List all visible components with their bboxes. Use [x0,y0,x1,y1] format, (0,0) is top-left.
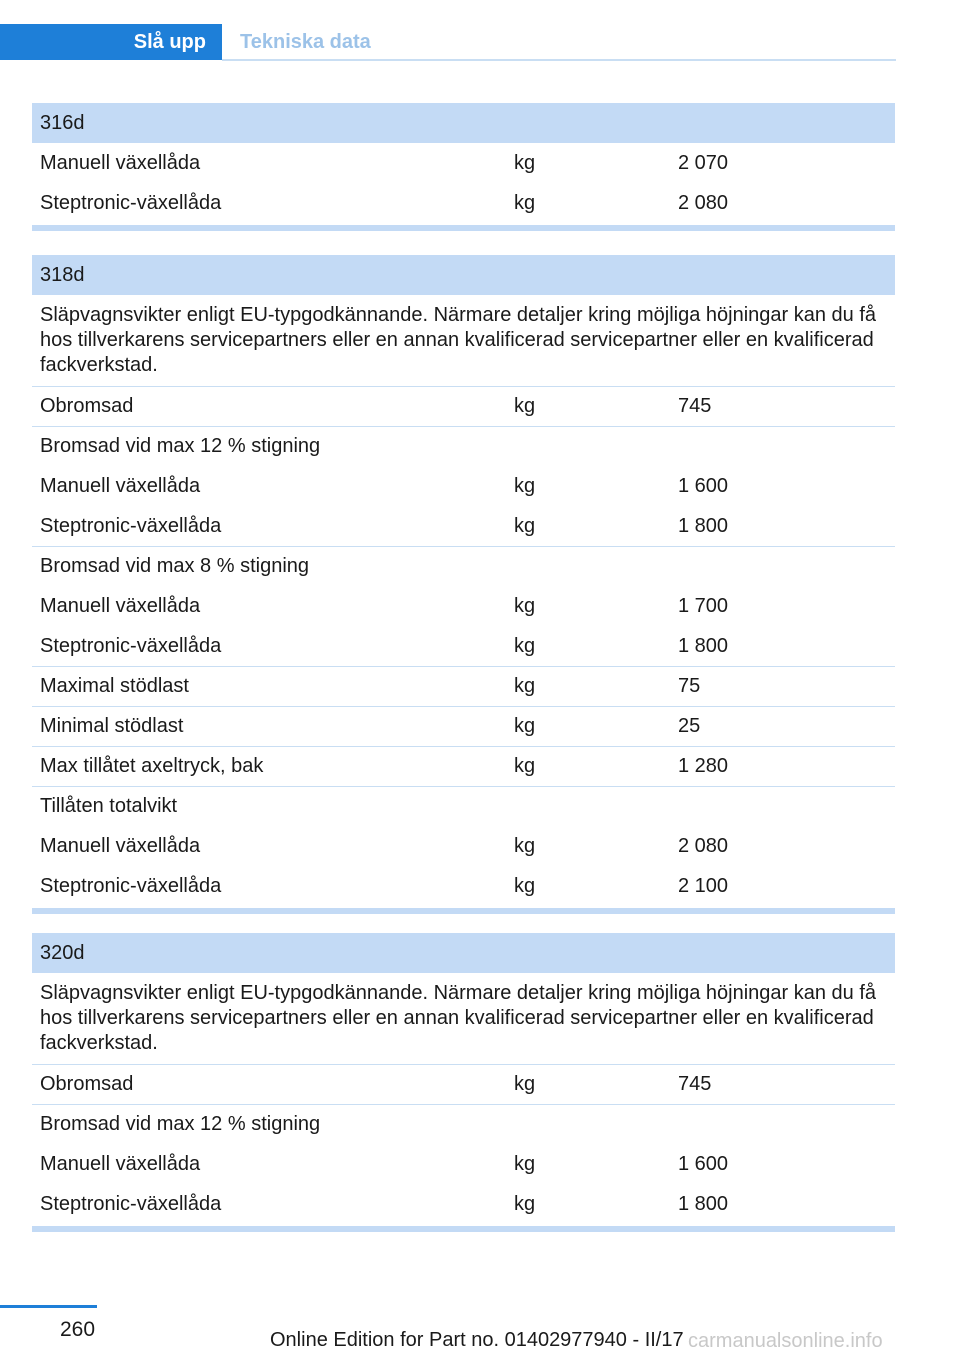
table-row [32,506,895,546]
edition-text: Online Edition for Part no. 01402977940 - II/17 [270,1329,684,1351]
row-unit: kg [514,594,536,617]
row-value: 2 100 [678,874,729,897]
table-row [32,386,895,426]
row-label: Manuell växellåda [40,151,201,174]
row-label: Bromsad vid max 12 % stigning [40,1113,321,1135]
row-unit: kg [514,1192,536,1215]
table-header: 320d [32,933,895,973]
footer-accent-line [0,1305,97,1308]
row-value: 2 070 [678,151,729,174]
table-row [32,1184,895,1224]
page-header [0,24,896,62]
row-value: 1 280 [678,755,729,777]
row-label: Steptronic-växellåda [40,634,222,657]
row-label: Bromsad vid max 8 % stigning [40,555,310,577]
row-value: 2 080 [678,834,729,857]
row-unit: kg [514,755,536,777]
table-note: Släpvagnsvikter enligt EU-typgodkännande. Närmare detaljer kring möjliga höjningar kan du få hos tillverkarens servicepartners eller en annan kvalificerad servicepartner eller en kvalificerad fackverkstad. [40,982,877,1054]
row-label: Steptronic-växellåda [40,191,222,214]
row-unit: kg [514,151,536,174]
table-318d [32,255,895,914]
row-value: 745 [678,395,712,417]
row-value: 1 800 [678,1192,729,1215]
row-unit: kg [514,395,536,417]
row-label: Steptronic-växellåda [40,874,222,897]
table-316d [32,103,895,231]
table-row [32,866,895,906]
row-label: Manuell växellåda [40,834,201,857]
row-value: 1 600 [678,1152,729,1175]
table-row [32,1064,895,1104]
row-value: 2 080 [678,191,729,214]
table-header: 318d [32,255,895,295]
table-row [32,183,895,223]
table-row [32,826,895,866]
table-end-bar [32,908,895,914]
row-unit: kg [514,1152,536,1175]
row-label: Steptronic-växellåda [40,1192,222,1215]
row-value: 1 700 [678,594,729,617]
row-label: Manuell växellåda [40,1152,201,1175]
table-row [32,706,895,746]
table-header: 316d [32,103,895,143]
row-value: 1 600 [678,474,729,497]
tab-sla-upp[interactable]: Slå upp [0,24,222,60]
table-row [32,1144,895,1184]
page-number: 260 [60,1318,96,1341]
table-row [32,546,895,586]
row-label: Steptronic-växellåda [40,514,222,537]
table-row [32,626,895,666]
row-label: Minimal stödlast [40,715,184,737]
table-end-bar [32,1226,895,1232]
table-end-bar [32,225,895,231]
table-row [32,586,895,626]
row-value: 25 [678,715,701,737]
row-label: Maximal stödlast [40,675,189,697]
row-value: 745 [678,1073,712,1095]
table-row [32,746,895,786]
row-label: Max tillåtet axeltryck, bak [40,755,264,777]
row-label: Manuell växellåda [40,594,201,617]
row-value: 75 [678,675,701,697]
table-row [32,143,895,183]
row-value: 1 800 [678,514,729,537]
table-note: Släpvagnsvikter enligt EU-typgodkännande. Närmare detaljer kring möjliga höjningar kan du få hos tillverkarens servicepartners eller en annan kvalificerad servicepartner eller en kvalificerad fackverkstad. [40,304,877,376]
table-row [32,666,895,706]
table-row [32,466,895,506]
row-unit: kg [514,675,536,697]
row-unit: kg [514,834,536,857]
row-unit: kg [514,474,536,497]
row-unit: kg [514,191,536,214]
header-divider [222,59,896,61]
row-label: Tillåten totalvikt [40,795,178,817]
row-unit: kg [514,514,536,537]
row-value: 1 800 [678,634,729,657]
table-row [32,426,895,466]
watermark: carmanualsonline.info [688,1330,883,1352]
table-row [32,1104,895,1144]
row-unit: kg [514,634,536,657]
table-320d [32,933,895,1232]
row-unit: kg [514,715,536,737]
row-label: Manuell växellåda [40,474,201,497]
row-unit: kg [514,1073,536,1095]
row-label: Obromsad [40,1073,134,1095]
row-unit: kg [514,874,536,897]
tab-tekniska-data[interactable]: Tekniska data [240,30,371,53]
table-row [32,786,895,826]
row-label: Bromsad vid max 12 % stigning [40,435,321,457]
row-label: Obromsad [40,395,134,417]
